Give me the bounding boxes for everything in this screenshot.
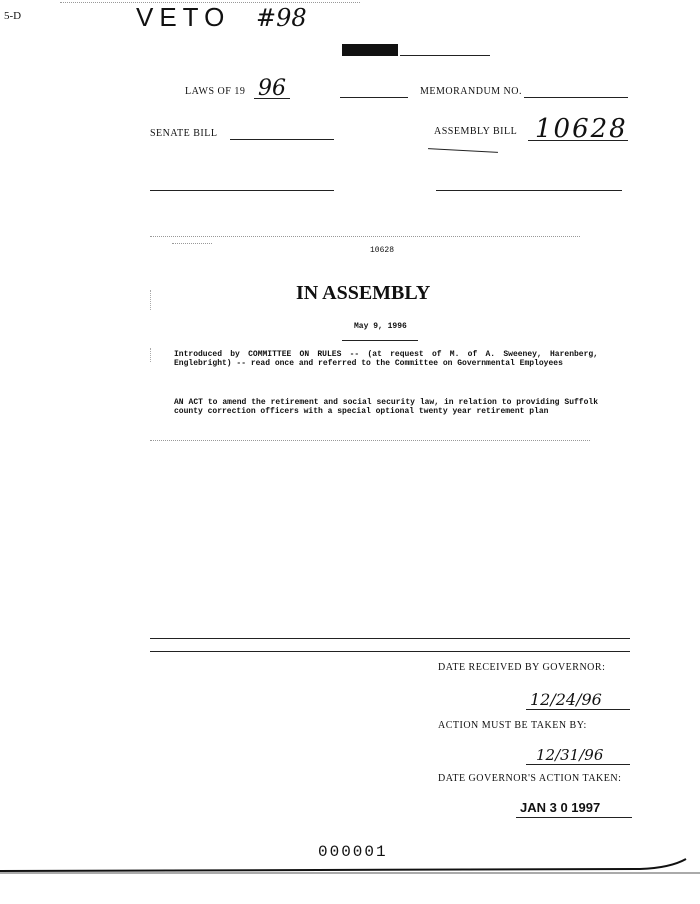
action-by-label: ACTION MUST BE TAKEN BY: [438,720,587,731]
date-received-value: 12/24/96 [530,690,602,709]
action-taken-stamp: JAN 3 0 1997 [520,800,601,815]
assembly-bill-number: 10628 [535,114,628,144]
date-received-line [526,709,630,710]
redaction-line [400,55,490,56]
introduction-date: May 9, 1996 [354,322,407,331]
action-by-line [526,764,630,765]
blank-line-right [436,190,622,191]
scan-noise-left [150,290,152,310]
action-taken-label: DATE GOVERNOR'S ACTION TAKEN: [438,773,622,784]
veto-number: #98 [256,4,307,32]
laws-label: LAWS OF 19 [185,86,246,97]
scan-noise-top-2 [172,243,212,245]
house-title: IN ASSEMBLY [296,282,431,304]
corner-mark: 5-D [4,10,22,22]
laws-year: 96 [258,76,286,101]
veto-title: VETO [136,2,231,32]
page-bottom-edge [0,855,700,875]
introduction-text: Introduced by COMMITTEE ON RULES -- (at request of M. of A. Sweeney, Harenberg, Englebright) -- read once and referred to the Committee on Governmental Employees [174,350,598,369]
memorandum-line [524,97,628,98]
divider-line-2 [150,651,630,652]
laws-year-line [254,98,290,99]
memorandum-label: MEMORANDUM NO. [420,86,523,97]
action-taken-line [516,817,632,818]
laws-chapter-line [340,97,408,98]
action-by-value: 12/31/96 [536,746,604,764]
scan-noise-top [150,236,580,238]
assembly-scratch-line [428,148,498,153]
bill-number: 10628 [370,246,395,255]
assembly-bill-line [528,140,628,141]
scan-noise-left-2 [150,348,152,362]
scan-noise-bottom [150,440,590,442]
assembly-bill-label: ASSEMBLY BILL [434,126,518,137]
act-description: AN ACT to amend the retirement and social security law, in relation to providing Suffolk county correction officers with a special optional twenty year retirement plan [174,398,598,417]
senate-bill-label: SENATE BILL [150,128,218,139]
date-rule [342,340,418,341]
page-number: 000001 [318,843,388,861]
blank-line-left [150,190,334,191]
redaction-bar [342,44,398,56]
senate-bill-line [230,139,334,140]
divider-line-1 [150,638,630,639]
date-received-label: DATE RECEIVED BY GOVERNOR: [438,662,606,673]
